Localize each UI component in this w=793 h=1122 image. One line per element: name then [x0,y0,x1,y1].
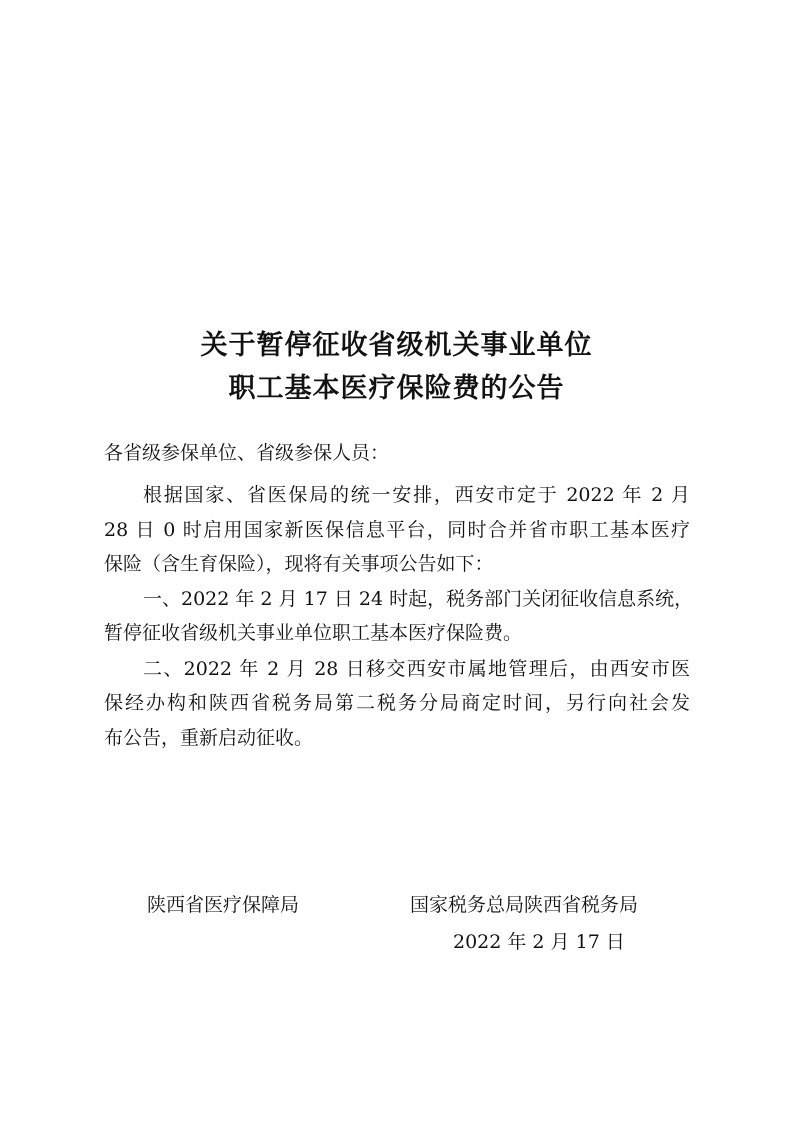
paragraph-2-line-1: 一、2022 年 2 月 17 日 24 时起，税务部门关闭征收信息系统， [143,588,694,610]
paragraph-1-line-2: 28 日 0 时启用国家新医保信息平台，同时合并省市职工基本医疗 [104,519,690,541]
notice-title-line-1: 关于暂停征收省级机关事业单位 [200,330,593,361]
signature-right: 国家税务总局陕西省税务局 [410,894,639,916]
paragraph-3-line-2: 保经办构和陕西省税务局第二税务分局商定时间，另行向社会发 [104,692,690,714]
salutation: 各省级参保单位、省级参保人员： [104,442,390,464]
paragraph-1-line-3: 保险（含生育保险），现将有关事项公告如下： [104,553,494,575]
paragraph-3-line-1: 二、2022 年 2 月 28 日移交西安市属地管理后，由西安市医 [143,658,690,680]
signature-date: 2022 年 2 月 17 日 [453,931,625,953]
signature-left: 陕西省医疗保障局 [147,894,300,916]
paragraph-2-line-2: 暂停征收省级机关事业单位职工基本医疗保险费。 [104,622,523,644]
paragraph-1-line-1: 根据国家、省医保局的统一安排，西安市定于 2022 年 2 月 [143,484,690,506]
notice-title-line-2: 职工基本医疗保险费的公告 [228,373,565,404]
paragraph-3-line-3: 布公告，重新启动征收。 [104,727,314,749]
